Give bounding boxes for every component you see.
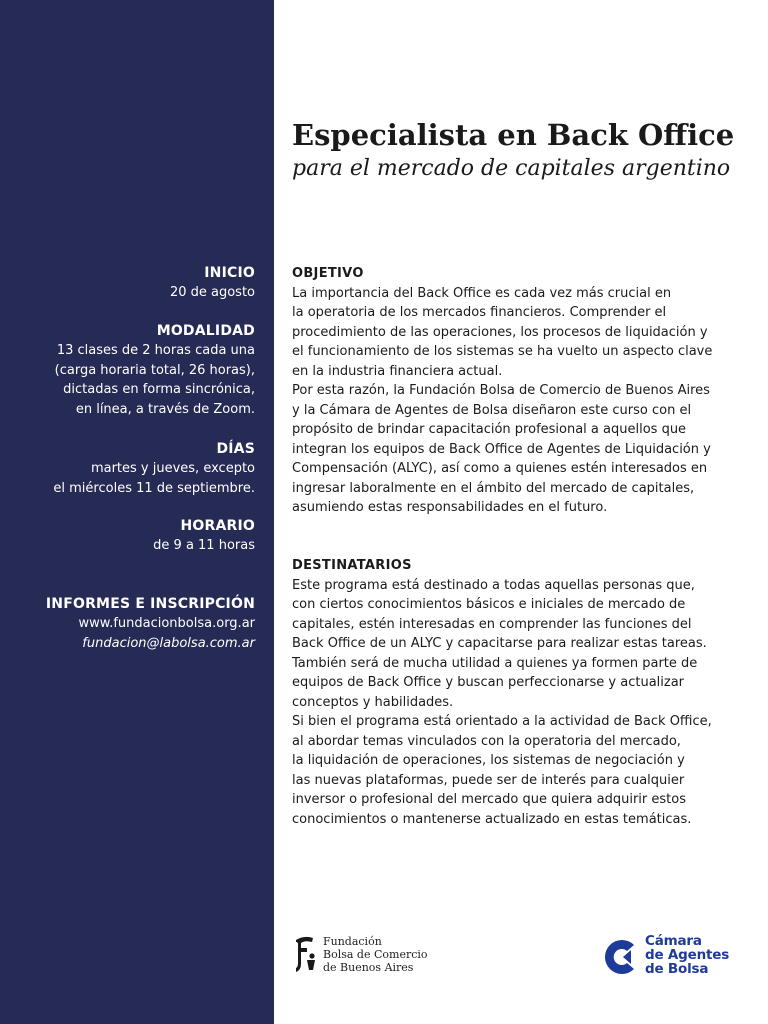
camara-logo [601,934,741,978]
website-link[interactable]: www.fundacionbolsa.org.ar [78,616,255,631]
destinatarios-line: conceptos y habilidades. [292,694,454,710]
destinatarios-heading: DESTINATARIOS [292,558,412,573]
page-title: Especialista en Back Office [292,118,735,152]
modalidad-line: (carga horaria total, 26 horas), [54,362,255,378]
inicio-block [170,264,255,303]
modalidad-line: 13 clases de 2 horas cada una [56,343,255,358]
inicio-heading: INICIO [204,265,255,281]
fundacion-logo-text [323,935,428,974]
modalidad-block [55,322,255,419]
destinatarios-line: conocimientos o mantenerse actualizado en estas temáticas. [292,811,692,827]
destinatarios-line: equipos de Back Office y buscan perfeccionarse y actualizar [292,675,685,690]
horario-block [153,517,255,556]
objetivo-line: integran los equipos de Back Office de Agentes de Liquidación y [292,441,711,457]
objetivo-line: La importancia del Back Office es cada vez más crucial en [292,285,672,301]
objetivo-line: procedimiento de las operaciones, los procesos de liquidación y [292,324,708,340]
fundacion-logo-line: Bolsa de Comercio [323,948,428,961]
inicio-date: 20 de agosto [169,285,255,300]
horario-heading: HORARIO [180,518,255,534]
modalidad-line: dictadas en forma sincrónica, [63,382,255,397]
camara-logo-line: de Agentes [645,947,730,963]
dias-line: el miércoles 11 de septiembre. [53,480,255,496]
objetivo-line: asumiendo estas responsabilidades en el futuro. [292,500,608,515]
modalidad-line: en línea, a través de Zoom. [75,401,255,417]
destinatarios-line: inversor o profesional del mercado que quiera adquirir estos [292,792,686,807]
destinatarios-line: Este programa está destinado a todas aquellas personas que, [292,577,695,593]
destinatarios-line: capitales, estén interesadas en comprender las funciones del [292,616,692,632]
destinatarios-line: con ciertos conocimientos básicos e iniciales de mercado de [292,597,686,612]
sidebar [0,0,274,1024]
dias-block [53,440,255,498]
camara-emblem-icon [601,937,641,977]
destinatarios-line: Si bien el programa está orientado a la actividad de Back Office, [292,714,712,729]
fundacion-emblem-icon [292,934,318,974]
objetivo-line: y la Cámara de Agentes de Bolsa diseñaron este curso con el [292,402,692,418]
camara-logo-text [645,934,729,976]
destinatarios-line: También será de mucha utilidad a quienes ya formen parte de [292,655,698,671]
destinatarios-line: la liquidación de operaciones, los sistemas de negociación y [292,753,685,768]
destinatarios-line: Back Office de un ALYC y capacitarse para realizar estas tareas. [292,636,707,651]
objetivo-section [292,264,737,518]
objetivo-line: Por esta razón, la Fundación Bolsa de Comercio de Buenos Aires [292,383,710,398]
page-subtitle: para el mercado de capitales argentino [292,156,731,181]
camara-logo-line: Cámara [645,933,702,949]
modalidad-heading: MODALIDAD [156,323,255,339]
objetivo-heading: OBJETIVO [292,266,364,281]
informes-heading: INFORMES E INSCRIPCIÓN [45,596,255,612]
destinatarios-line: las nuevas plataformas, puede ser de interés para cualquier [292,772,685,788]
camara-logo-line: de Bolsa [645,961,709,977]
horario-line: de 9 a 11 horas [153,538,255,553]
objetivo-line: en la industria financiera actual. [292,363,503,379]
fundacion-logo [292,934,442,978]
fundacion-logo-line: Fundación [323,935,382,948]
destinatarios-section [292,556,737,829]
destinatarios-line: al abordar temas vinculados con la operatoria del mercado, [292,733,681,749]
objetivo-line: la operatoria de los mercados financieros. Comprender el [292,305,667,320]
objetivo-line: el funcionamiento de los sistemas se ha vuelto un aspecto clave [292,344,713,359]
email-link[interactable]: fundacion@labolsa.com.ar [82,635,255,651]
informes-block [46,595,255,653]
objetivo-line: ingresar laboralmente en el ámbito del mercado de capitales, [292,480,695,496]
objetivo-line: propósito de brindar capacitación profesional a aquellos que [292,422,687,437]
objetivo-line: Compensación (ALYC), así como a quienes estén interesados en [292,461,708,476]
dias-heading: DÍAS [216,441,255,457]
fundacion-logo-line: de Buenos Aires [323,961,414,974]
dias-line: martes y jueves, excepto [90,461,255,476]
